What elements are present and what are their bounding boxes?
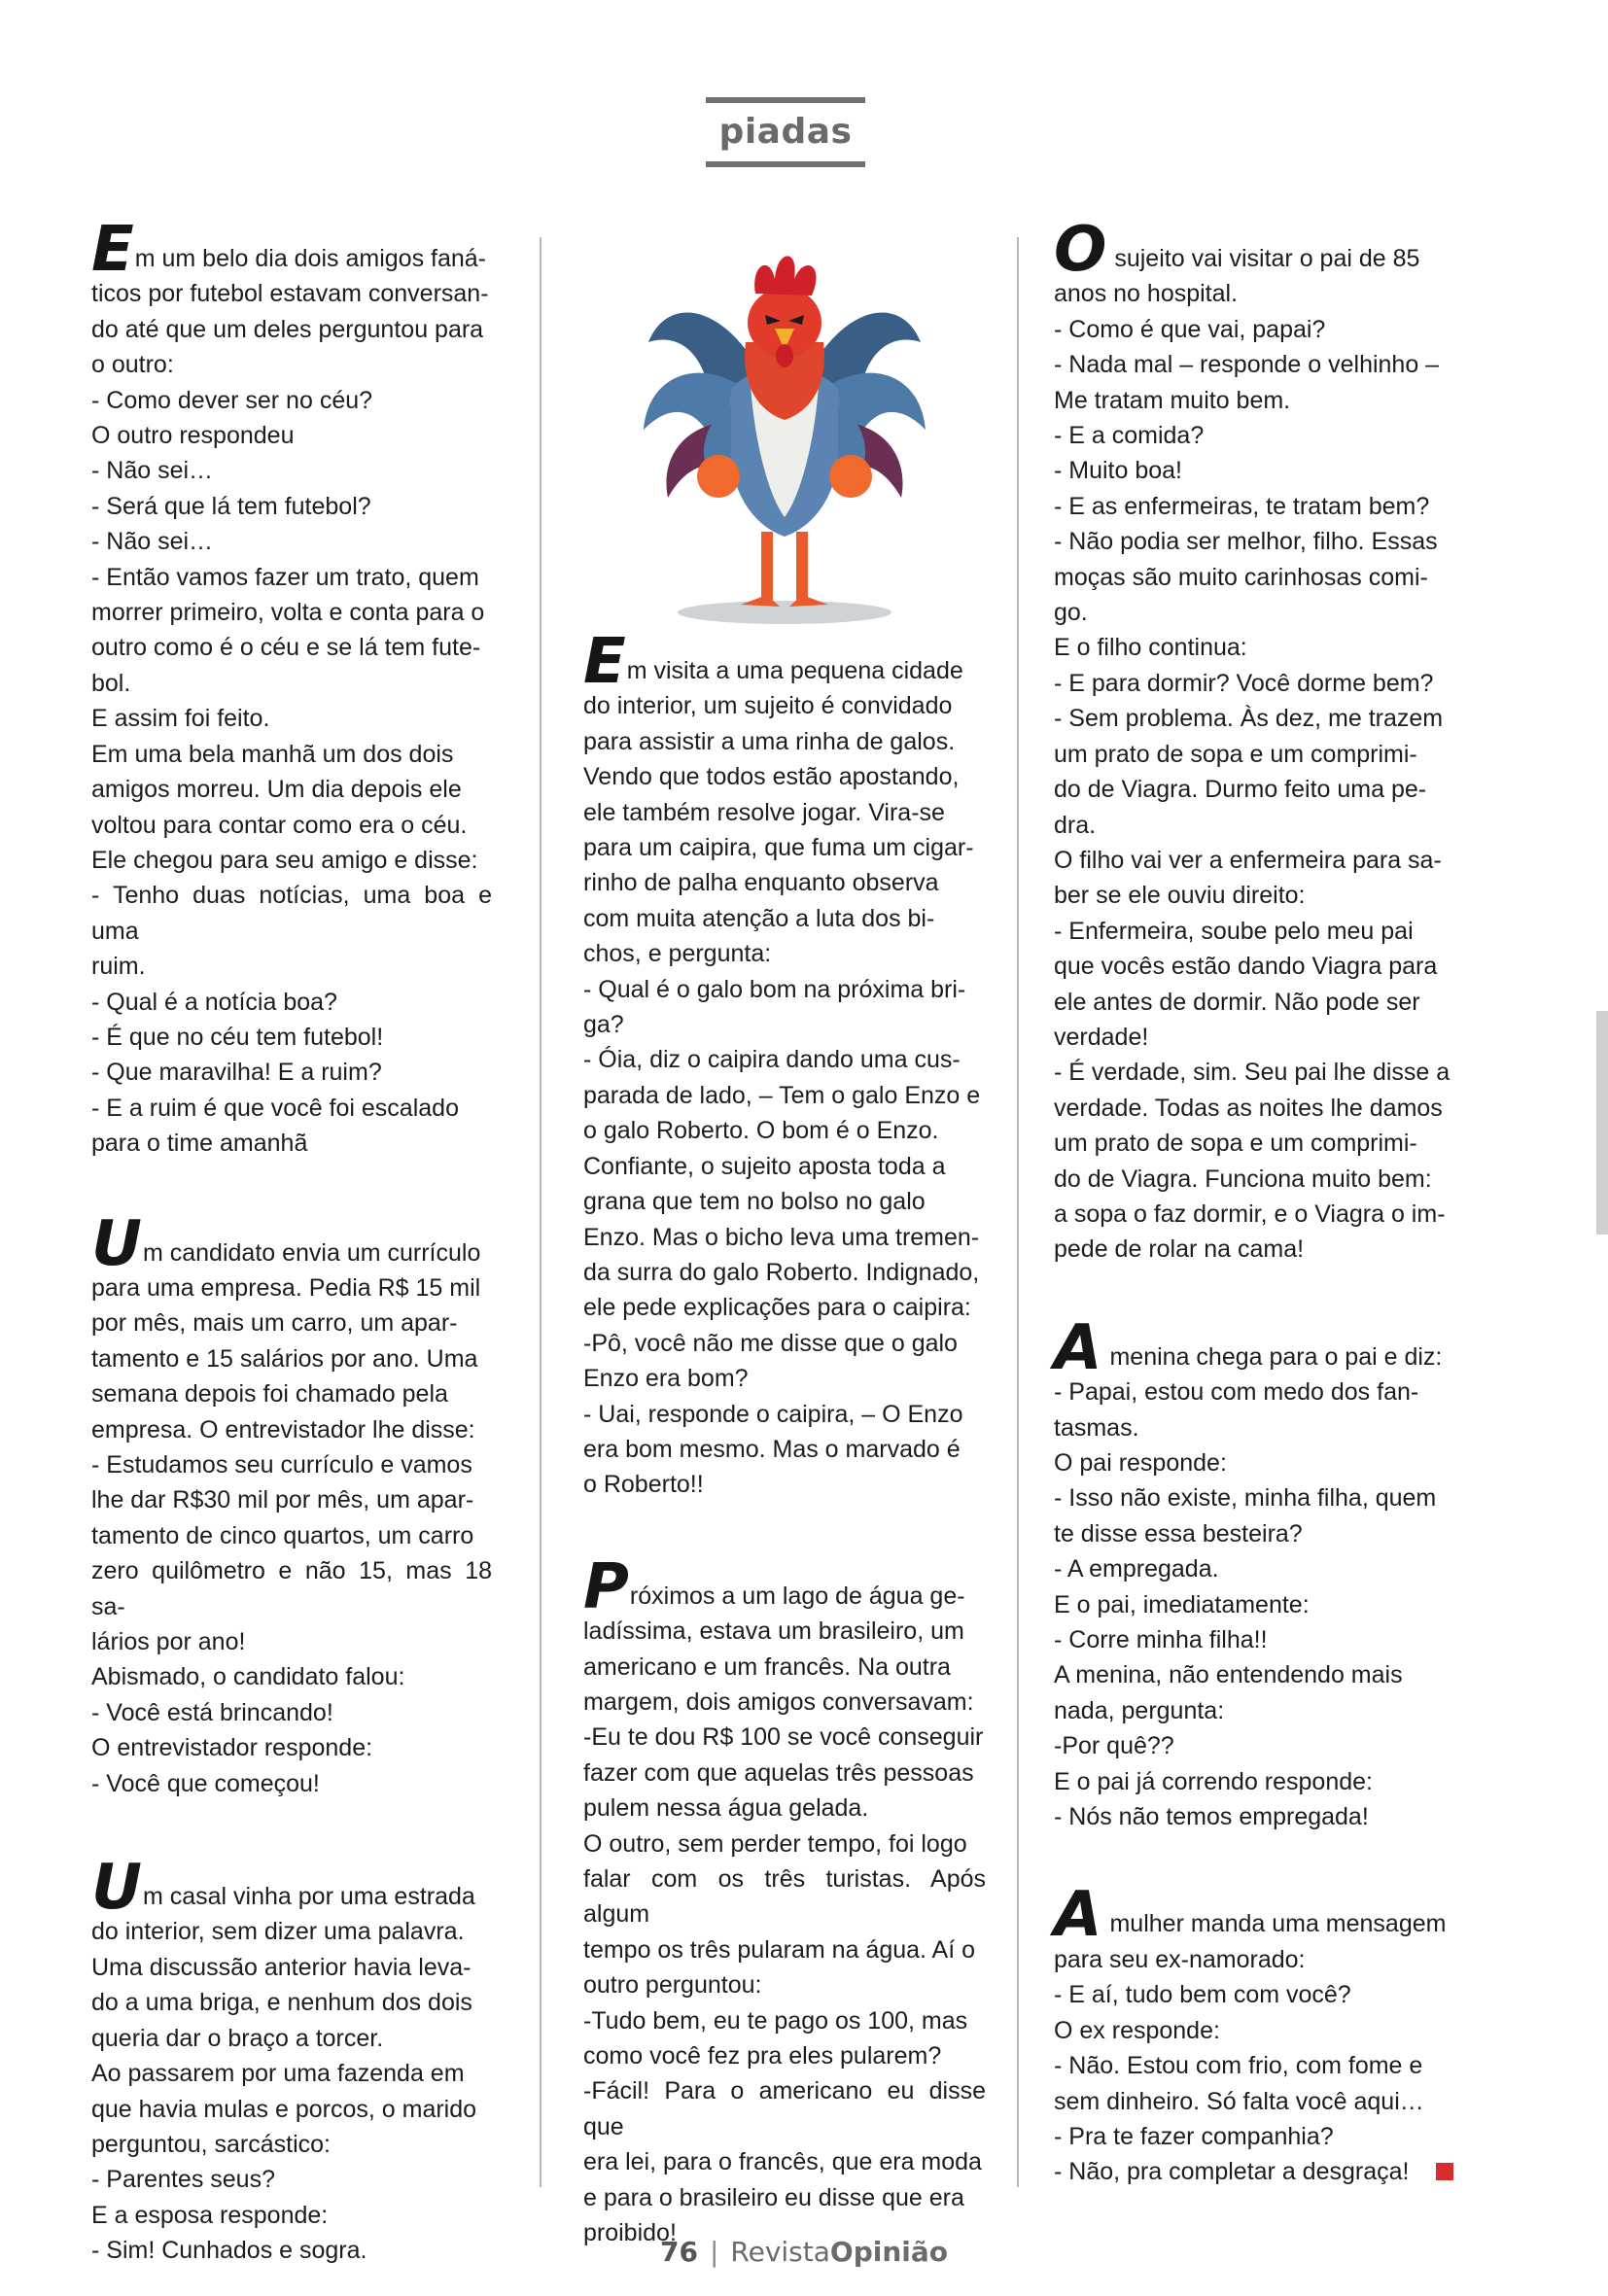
column-right xyxy=(1054,214,1454,2190)
story-line: um prato de sopa e um comprimi- xyxy=(1054,1130,1417,1158)
story-line: do a uma briga, e nenhum dos dois xyxy=(91,1989,472,2017)
drop-cap: A xyxy=(1054,1311,1102,1384)
story-line xyxy=(91,1207,492,1280)
story-line xyxy=(91,1852,492,1925)
story-line: - Nada mal – responde o velhinho – xyxy=(1054,351,1440,379)
story-line xyxy=(91,214,492,286)
story-line: que havia mulas e porcos, o marido xyxy=(91,2095,477,2123)
story-line: ticos por futebol estavam conversan- xyxy=(91,280,489,308)
story-line: Ele chegou para seu amigo e disse: xyxy=(91,846,478,874)
story-line-text: mulher manda uma mensagem xyxy=(1102,1910,1447,1938)
story-line: do até que um deles perguntou para xyxy=(91,315,484,343)
story-line: o galo Roberto. O bom é o Enzo. xyxy=(583,1117,939,1145)
story-line: - Não sei… xyxy=(91,457,214,485)
story-line: -Tudo bem, eu te pago os 100, mas xyxy=(583,2006,968,2035)
drop-cap: P xyxy=(583,1550,629,1623)
story-line: O filho vai ver a enfermeira para sa- xyxy=(1054,846,1442,874)
story-line: - Muito boa! xyxy=(1054,457,1183,485)
story-line: para uma empresa. Pedia R$ 15 mil xyxy=(91,1273,481,1302)
story-line: por mês, mais um carro, um apar- xyxy=(91,1309,458,1338)
story-line: - É verdade, sim. Seu pai lhe disse a xyxy=(1054,1059,1451,1087)
story-line: americano e um francês. Na outra xyxy=(583,1652,951,1681)
drop-cap: A xyxy=(1054,1879,1102,1952)
story-line: - A empregada. xyxy=(1054,1555,1219,1583)
story-line: anos no hospital. xyxy=(1054,280,1239,308)
column-left xyxy=(91,214,492,2269)
story-line: - Pra te fazer companhia? xyxy=(1054,2122,1334,2150)
joke-ex-boyfriend xyxy=(1054,1879,1454,2189)
story-line: fazer com que aquelas três pessoas xyxy=(583,1758,974,1787)
story-line: zero quilômetro e não 15, mas 18 sa- xyxy=(91,1557,492,1620)
story-line: - E a comida? xyxy=(1054,422,1205,450)
story-line: ber se ele ouviu direito: xyxy=(1054,882,1306,910)
story-line: Uma discussão anterior havia leva- xyxy=(91,1953,472,1981)
story-line: nada, pergunta: xyxy=(1054,1696,1225,1724)
story-line: - Não. Estou com frio, com fome e xyxy=(1054,2052,1423,2080)
joke-football-heaven xyxy=(91,214,492,1162)
story-line: Confiante, o sujeito aposta toda a xyxy=(583,1152,946,1180)
story-line: - Não sei… xyxy=(91,528,214,556)
story-line: ladíssima, estava um brasileiro, um xyxy=(583,1618,964,1646)
story-line: -Pô, você não me disse que o galo xyxy=(583,1329,958,1357)
story-line: Me tratam muito bem. xyxy=(1054,386,1291,414)
drop-cap: O xyxy=(1054,214,1107,286)
footer-separator: | xyxy=(709,2236,719,2268)
story-line: -Fácil! Para o americano eu disse que xyxy=(583,2077,986,2140)
joke-hospital-father xyxy=(1054,214,1454,1268)
story-line: -Por quê?? xyxy=(1054,1732,1174,1760)
story-line: um prato de sopa e um comprimi- xyxy=(1054,740,1417,768)
column-divider-right xyxy=(1017,237,1019,2187)
story-line: a sopa o faz dormir, e o Viagra o im- xyxy=(1054,1200,1446,1228)
story-line-text: menina chega para o pai e diz: xyxy=(1102,1342,1443,1371)
joke-couple-road xyxy=(91,1852,492,2268)
story-line: - E aí, tudo bem com você? xyxy=(1054,1981,1351,2009)
story-line: - Como dever ser no céu? xyxy=(91,386,373,414)
story-line: outro perguntou: xyxy=(583,1971,762,2000)
story-line: semana depois foi chamado pela xyxy=(91,1380,448,1409)
story-line: parada de lado, – Tem o galo Enzo e xyxy=(583,1081,981,1109)
joke-frozen-lake xyxy=(583,1550,986,2251)
section-header xyxy=(706,97,865,167)
drop-cap: U xyxy=(91,1207,142,1280)
story-line: -Eu te dou R$ 100 se você conseguir xyxy=(583,1723,984,1752)
story-line: - Como é que vai, papai? xyxy=(1054,315,1326,343)
story-line: tamento e 15 salários por ano. Uma xyxy=(91,1344,478,1373)
story-line: tempo os três pularam na água. Aí o xyxy=(583,1935,976,1964)
story-line: Enzo. Mas o bicho leva uma tremen- xyxy=(583,1223,980,1251)
story-line: grana que tem no bolso no galo xyxy=(583,1188,926,1216)
story-line xyxy=(1054,214,1454,286)
story-line-text: m casal vinha por uma estrada xyxy=(142,1883,475,1911)
story-line: O outro, sem perder tempo, foi logo xyxy=(583,1829,967,1858)
story-line: perguntou, sarcástico: xyxy=(91,2130,331,2158)
story-line: E a esposa responde: xyxy=(91,2201,329,2229)
story-line: - Então vamos fazer um trato, quem xyxy=(91,563,479,591)
story-line: - Você está brincando! xyxy=(91,1698,333,1726)
story-line: - Sim! Cunhados e sogra. xyxy=(91,2237,367,2265)
story-line: verdade! xyxy=(1054,1023,1149,1051)
story-line: - Nós não temos empregada! xyxy=(1054,1803,1369,1831)
story-line: tamento de cinco quartos, um carro xyxy=(91,1521,474,1549)
story-line xyxy=(583,1550,986,1623)
story-line: verdade. Todas as noites lhe damos xyxy=(1054,1094,1443,1122)
story-line: E o pai, imediatamente: xyxy=(1054,1590,1310,1618)
story-line: moças são muito carinhosas comi- xyxy=(1054,563,1428,591)
story-line xyxy=(1054,1879,1454,1952)
story-line: - Uai, responde o caipira, – O Enzo xyxy=(583,1400,963,1428)
page-number: 76 xyxy=(659,2236,698,2268)
section-title: piadas xyxy=(718,112,853,152)
story-line: - Qual é a notícia boa? xyxy=(91,988,337,1016)
story-line: - Tenho duas notícias, uma boa e uma xyxy=(91,882,492,945)
story-line: ele antes de dormir. Não pode ser xyxy=(1054,988,1420,1016)
story-line-text: sujeito vai visitar o pai de 85 xyxy=(1107,245,1420,272)
story-line: - Parentes seus? xyxy=(91,2166,275,2194)
story-line: queria dar o braço a torcer. xyxy=(91,2024,384,2052)
story-line: O entrevistador responde: xyxy=(91,1734,373,1762)
brand-bold: Opinião xyxy=(829,2236,948,2268)
story-line: O outro respondeu xyxy=(91,422,295,450)
story-line: - Não podia ser melhor, filho. Essas xyxy=(1054,528,1438,556)
rooster-illustration xyxy=(639,226,930,634)
story-line: como você fez pra eles pularem? xyxy=(583,2042,942,2070)
story-line: o Roberto!! xyxy=(583,1471,704,1499)
story-line: pede de rolar na cama! xyxy=(1054,1235,1305,1264)
story-line: - É que no céu tem futebol! xyxy=(91,1023,384,1051)
story-line: - E para dormir? Você dorme bem? xyxy=(1054,669,1434,697)
story-line: - Estudamos seu currículo e vamos xyxy=(91,1451,472,1478)
story-line: para seu ex-namorado: xyxy=(1054,1945,1306,1973)
story-line: do de Viagra. Durmo feito uma pe- xyxy=(1054,776,1427,804)
story-line-text: m visita a uma pequena cidade xyxy=(626,657,963,684)
story-line xyxy=(1054,1311,1454,1384)
story-line: Vendo que todos estão apostando, xyxy=(583,763,960,791)
story-line: amigos morreu. Um dia depois ele xyxy=(91,776,462,804)
story-line: go. xyxy=(1054,599,1088,627)
story-line: E o filho continua: xyxy=(1054,634,1247,662)
story-line xyxy=(583,626,986,698)
column-middle xyxy=(583,226,986,2250)
joke-ghosts-maid xyxy=(1054,1311,1454,1835)
page-edge-accent xyxy=(1596,1011,1608,1235)
story-line: que vocês estão dando Viagra para xyxy=(1054,953,1438,981)
drop-cap: E xyxy=(91,214,134,286)
story-line: com muita atenção a luta dos bi- xyxy=(583,904,935,932)
story-line: Enzo era bom? xyxy=(583,1365,749,1393)
story-line: - Óia, diz o caipira dando uma cus- xyxy=(583,1046,961,1074)
story-line: E o pai já correndo responde: xyxy=(1054,1767,1373,1795)
story-line: o outro: xyxy=(91,351,174,379)
story-line: ga? xyxy=(583,1011,624,1039)
story-line: A menina, não entendendo mais xyxy=(1054,1661,1403,1689)
story-line: empresa. O entrevistador lhe disse: xyxy=(91,1415,475,1444)
story-line: O pai responde: xyxy=(1054,1449,1227,1477)
brand-regular: Revista xyxy=(730,2236,830,2268)
story-line: para um caipira, que fuma um cigar- xyxy=(583,834,974,862)
story-line-text: m um belo dia dois amigos faná- xyxy=(134,245,487,272)
drop-cap: E xyxy=(583,626,626,698)
joke-cockfight xyxy=(583,626,986,1503)
story-line: ruim. xyxy=(91,953,146,981)
story-line: da surra do galo Roberto. Indignado, xyxy=(583,1258,980,1286)
story-line: rinho de palha enquanto observa xyxy=(583,869,939,897)
story-line: pulem nessa água gelada. xyxy=(583,1794,869,1823)
page-footer xyxy=(0,2236,1608,2268)
story-line: - E as enfermeiras, te tratam bem? xyxy=(1054,492,1430,520)
story-line: - Sem problema. Às dez, me trazem xyxy=(1054,705,1444,733)
story-line: - Você que começou! xyxy=(91,1769,320,1797)
story-line: era lei, para o francês, que era moda xyxy=(583,2148,982,2176)
story-line: e para o brasileiro eu disse que era xyxy=(583,2183,964,2211)
story-line xyxy=(1054,2154,1454,2189)
story-line-text: róximos a um lago de água ge- xyxy=(629,1582,965,1610)
rooster-boxer-icon xyxy=(583,226,986,634)
story-line: bol. xyxy=(91,669,131,697)
story-line: O ex responde: xyxy=(1054,2016,1220,2044)
story-line: - Será que lá tem futebol? xyxy=(91,492,371,520)
story-line: Em uma bela manhã um dos dois xyxy=(91,740,454,768)
story-line: lários por ano! xyxy=(91,1628,246,1656)
story-line: morrer primeiro, volta e conta para o xyxy=(91,599,485,627)
story-line: - E a ruim é que você foi escalado xyxy=(91,1094,459,1122)
story-line: ele também resolve jogar. Vira-se xyxy=(583,798,945,826)
story-line: tasmas. xyxy=(1054,1413,1139,1442)
story-line: era bom mesmo. Mas o marvado é xyxy=(583,1435,961,1463)
story-line: Abismado, o candidato falou: xyxy=(91,1663,405,1691)
story-line: sem dinheiro. Só falta você aqui… xyxy=(1054,2087,1424,2115)
joke-job-candidate xyxy=(91,1207,492,1802)
story-line: - Enfermeira, soube pelo meu pai xyxy=(1054,917,1414,945)
story-line-text: - Não, pra completar a desgraça! xyxy=(1054,2158,1410,2186)
story-line: outro como é o céu e se lá tem fute- xyxy=(91,634,481,662)
story-line: E assim foi feito. xyxy=(91,705,270,733)
story-line-text: m candidato envia um currículo xyxy=(142,1238,481,1267)
story-line: do interior, um sujeito é convidado xyxy=(583,692,953,720)
story-line: - Que maravilha! E a ruim? xyxy=(91,1059,382,1087)
story-line: do de Viagra. Funciona muito bem: xyxy=(1054,1165,1432,1193)
story-line: ele pede explicações para o caipira: xyxy=(583,1294,971,1322)
story-line: chos, e pergunta: xyxy=(583,940,772,968)
column-divider-left xyxy=(540,237,542,2187)
end-of-article-icon xyxy=(1436,2163,1453,2180)
story-line: lhe dar R$30 mil por mês, um apar- xyxy=(91,1486,474,1514)
story-line: voltou para contar como era o céu. xyxy=(91,811,468,839)
story-line: te disse essa besteira? xyxy=(1054,1519,1303,1548)
drop-cap: U xyxy=(91,1852,142,1925)
story-line: - Qual é o galo bom na próxima bri- xyxy=(583,975,966,1003)
header-bottom-rule xyxy=(706,161,865,167)
story-line: - Isso não existe, minha filha, quem xyxy=(1054,1484,1437,1513)
story-line: proibido! xyxy=(583,2219,677,2247)
story-line: dra. xyxy=(1054,811,1097,839)
story-line: para o time amanhã xyxy=(91,1130,308,1158)
story-line: do interior, sem dizer uma palavra. xyxy=(91,1918,465,1946)
story-line: - Papai, estou com medo dos fan- xyxy=(1054,1378,1419,1407)
story-line: para assistir a uma rinha de galos. xyxy=(583,727,956,755)
story-line: falar com os três turistas. Após algum xyxy=(583,1865,986,1929)
story-line: - Corre minha filha!! xyxy=(1054,1626,1268,1654)
story-line: margem, dois amigos conversavam: xyxy=(583,1687,974,1716)
story-line: Ao passarem por uma fazenda em xyxy=(91,2060,465,2088)
